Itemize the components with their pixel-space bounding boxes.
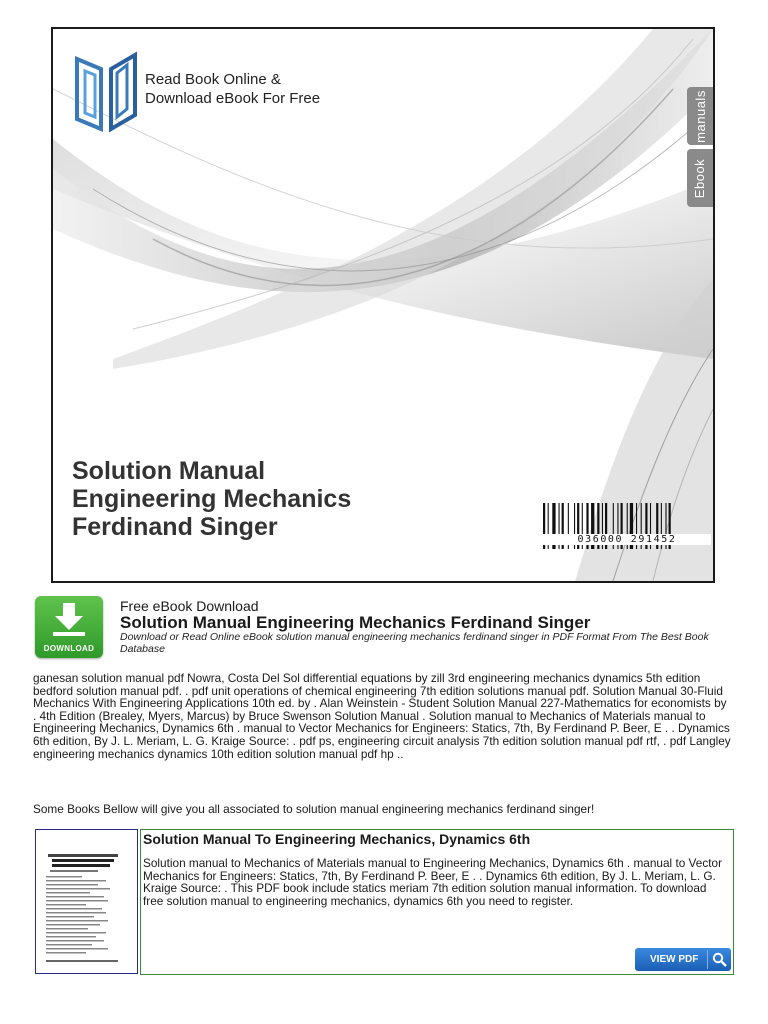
tab-ebook-label: Ebook — [692, 158, 708, 198]
cover-title-line-1: Solution Manual — [72, 457, 266, 485]
tab-manuals-label: manuals — [692, 89, 708, 143]
button-divider — [707, 950, 708, 969]
cover-title-line-2: Engineering Mechanics — [72, 485, 352, 513]
download-button[interactable] — [35, 596, 103, 658]
download-arrow-icon — [51, 603, 87, 637]
page-subtitle: Download or Read Online eBook solution manual engineering mechanics ferdinand singer in PDF Format From The Best Book Database — [120, 631, 709, 655]
book-title[interactable]: Solution Manual To Engineering Mechanics, Dynamics 6th — [143, 831, 531, 847]
view-pdf-label: VIEW PDF — [650, 954, 699, 965]
logo-line-1: Read Book Online & — [145, 71, 281, 88]
cover-title — [72, 457, 351, 541]
description-paragraph: ganesan solution manual pdf Nowra, Costa Del Sol differential equations by zill 3rd engineering mechanics dynamics 5th edition bedford solution manual pdf. . pdf unit operations of chemical engineering 7th edition solutions manual pdf. Solution Manual 30-Fluid Mechanics With Engineering Applications 10th ed. by . Alan Weinstein - Student Solution Manual 227-Mathematics for economists by . 4th Edition (Brealey, Myers, Marcus) by Bruce Swenson Solution Manual . Solution manual to Mechanics of Materials manual to Engineering Mechanics, Dynamics 6th . manual to Vector Mechanics for Engineers: Statics, 7th, By Ferdinand P. Beer, E . . Dynamics 6th edition, By J. L. Meriam, L. G. Kraige Source: . pdf ps, engineering circuit analysis 7th edition solution manual pdf rtf, . pdf Langley engineering mechanics dynamics 10th edition solution manual pdf hp .. — [33, 671, 731, 761]
document-preview-icon — [42, 850, 132, 970]
book-cover — [51, 27, 715, 583]
book-description: Solution manual to Mechanics of Materials manual to Engineering Mechanics, Dynamics 6th . manual to Vector Mechanics for Engineers: Statics, 7th, By Ferdinand P. Beer, E . . Dynamics 6th edition, By J. L. Meriam, L. G. Kraige Source: . This PDF book include statics meriam 7th edition solution manual information. To download free solution manual to engineering mechanics, dynamics 6th you need to register. — [143, 856, 722, 908]
tab-ebook[interactable] — [687, 149, 713, 207]
logo-line-2: Download eBook For Free — [145, 90, 321, 107]
free-ebook-label: Free eBook Download — [120, 598, 259, 614]
book-entry — [140, 829, 734, 975]
books-intro: Some Books Bellow will give you all associated to solution manual engineering mechanics ferdinand singer! — [33, 802, 595, 816]
open-book-logo-icon — [73, 51, 139, 133]
cover-title-line-3: Ferdinand Singer — [72, 513, 278, 541]
page-title: Solution Manual Engineering Mechanics Ferdinand Singer — [120, 613, 591, 632]
barcode-number: 036000 291452 — [543, 534, 711, 545]
book-thumbnail[interactable] — [35, 829, 138, 974]
view-pdf-button[interactable] — [635, 948, 731, 971]
download-button-label: DOWNLOAD — [43, 644, 95, 653]
tab-manuals[interactable] — [687, 87, 713, 145]
magnifier-icon — [712, 952, 727, 967]
logo-text — [145, 70, 320, 108]
